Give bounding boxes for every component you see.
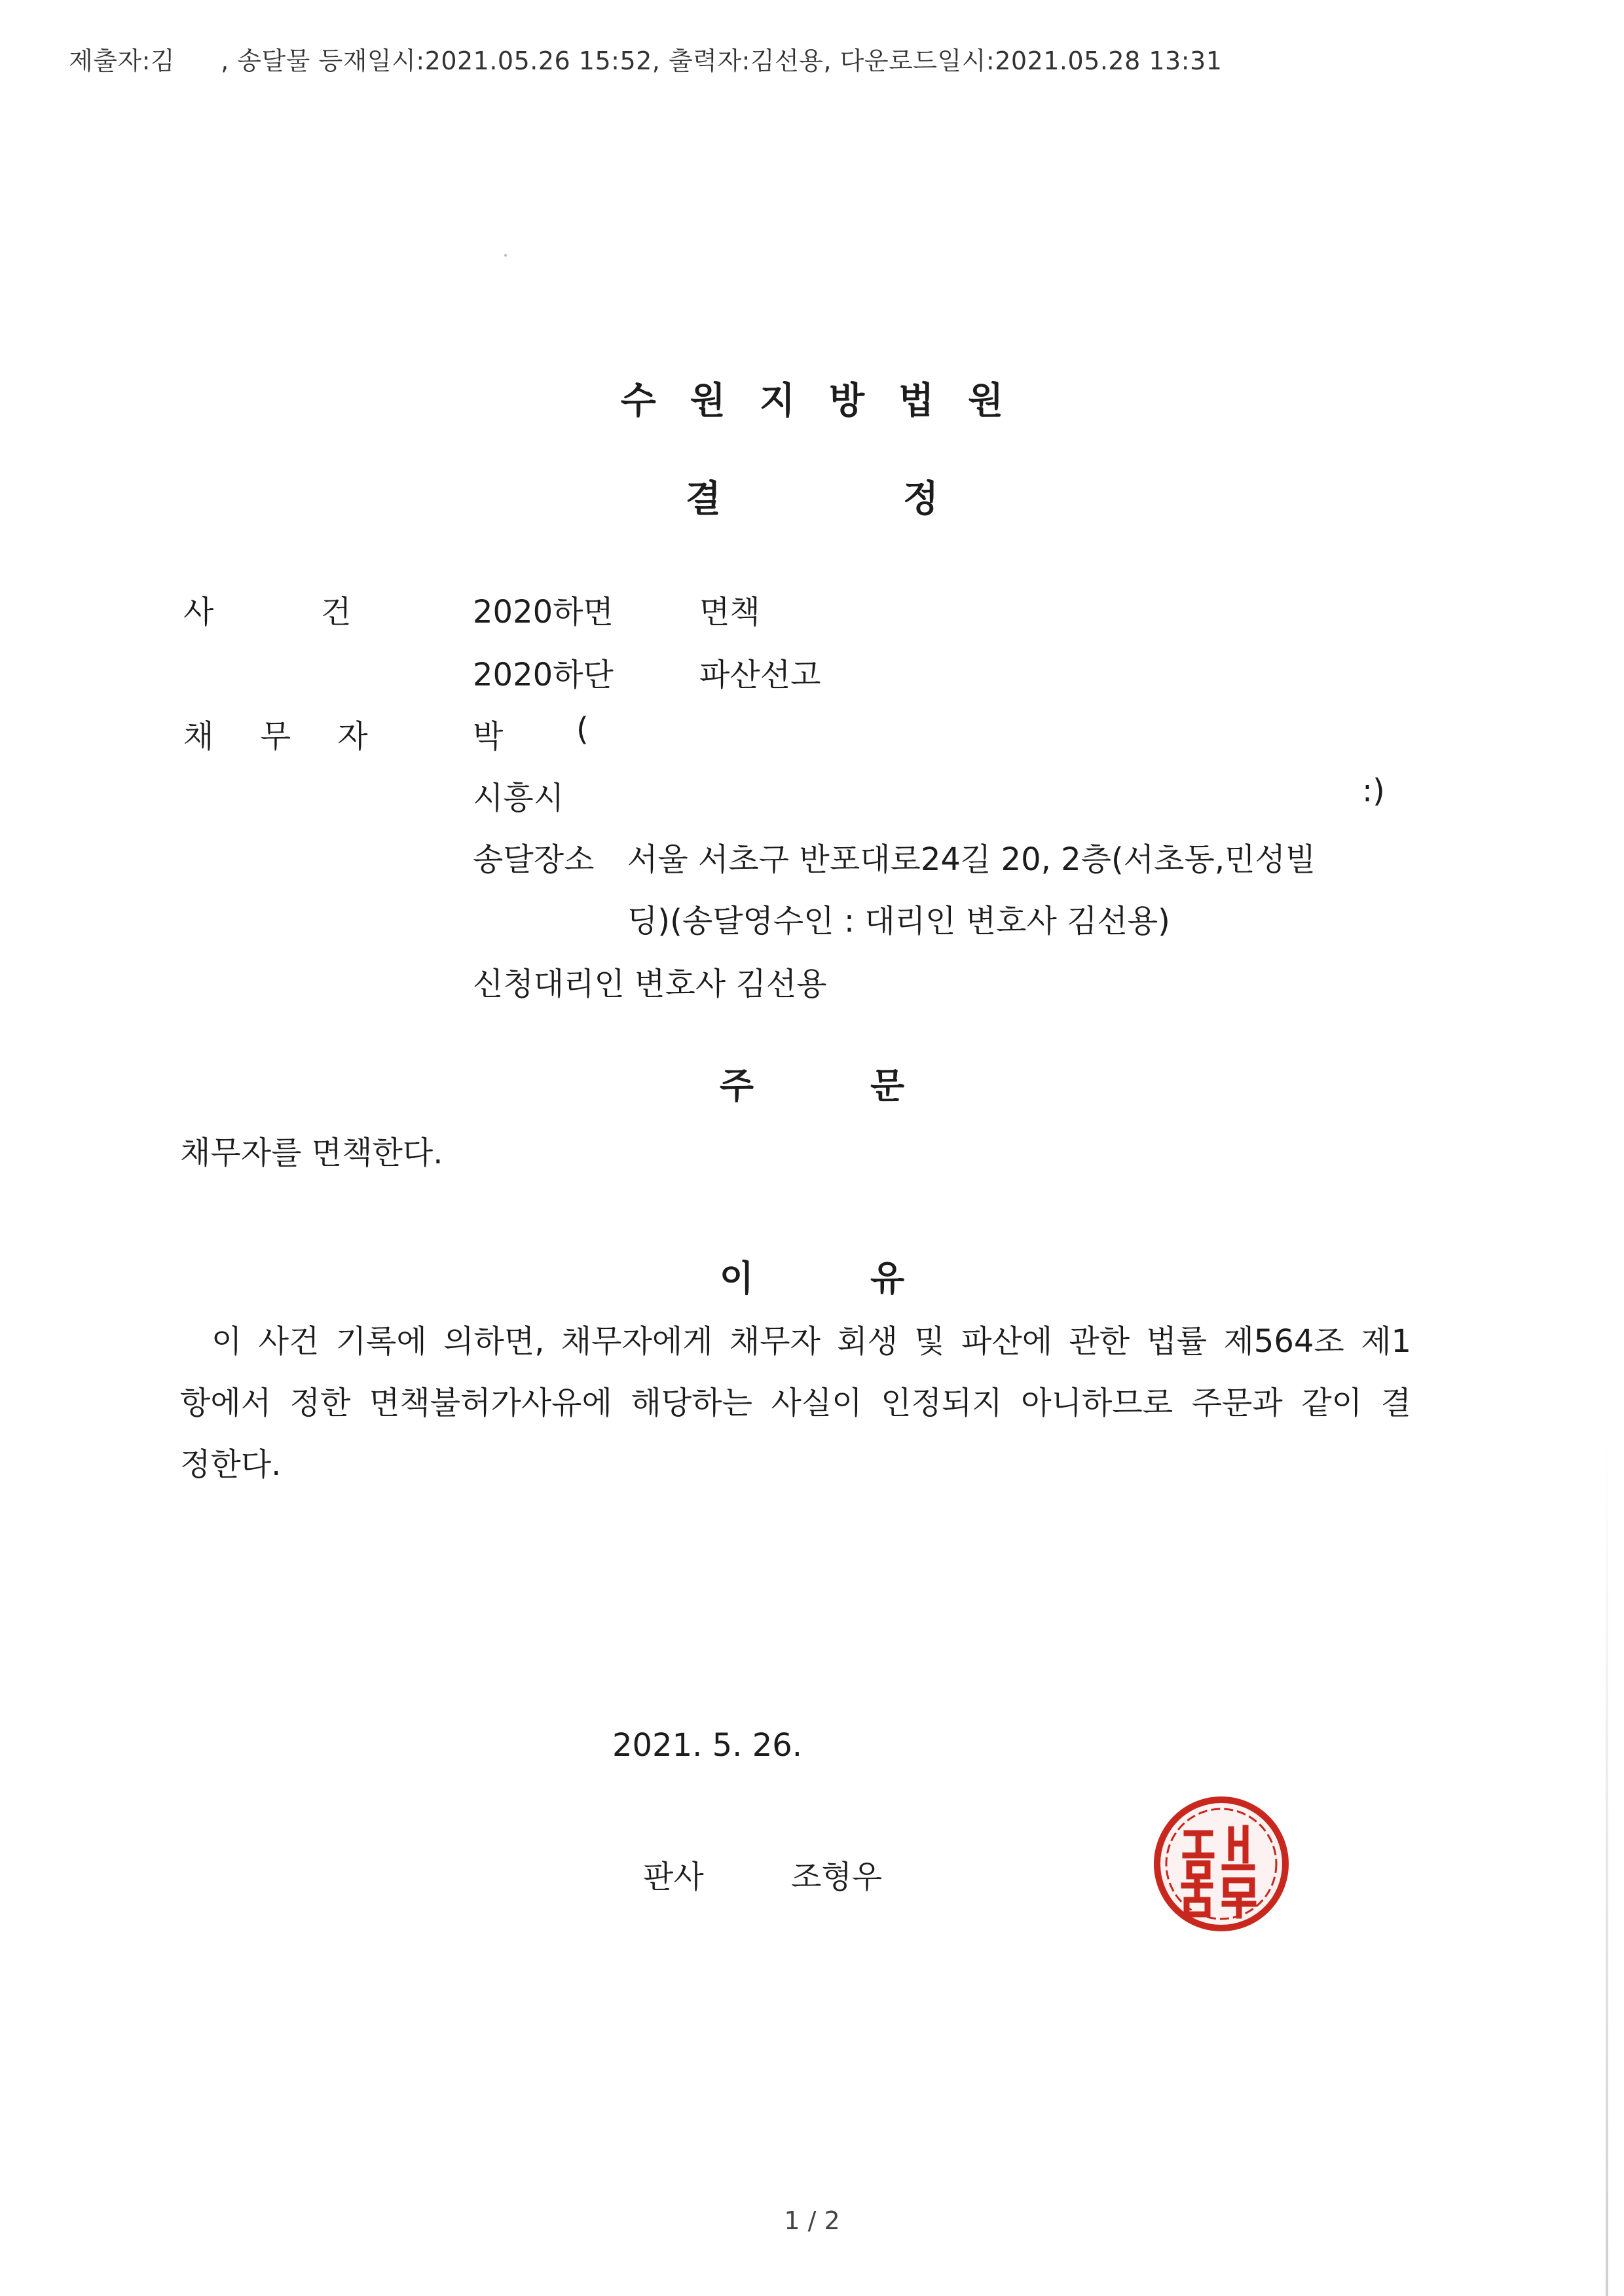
reason-title-left: 이	[719, 1258, 754, 1299]
order-title-right: 문	[870, 1065, 905, 1106]
debtor-name-paren: (	[576, 711, 589, 748]
applicant-agent: 신청대리인 변호사 김선용	[473, 966, 827, 1002]
decision-title-right: 정	[903, 478, 939, 520]
court-name: 수원지방법원	[620, 380, 1038, 422]
submitter-text: 제출자:김	[69, 46, 175, 75]
debtor-name: 박	[473, 718, 504, 755]
reason-heading	[0, 1250, 1624, 1301]
decision-title-left: 결	[685, 478, 721, 520]
redacted-mark	[175, 63, 221, 69]
order-heading	[0, 1058, 1624, 1108]
case-label-left: 사	[183, 594, 214, 630]
delivery-address-line2: 딩)(송달영수인 : 대리인 변호사 김선용)	[627, 903, 1170, 939]
page-number: 1 / 2	[784, 2206, 840, 2235]
reason-line-1: 이 사건 기록에 의하면, 채무자에게 채무자 회생 및 파산에 관한 법률 제564조 제1	[212, 1323, 1411, 1360]
debtor-address-tail: :)	[1362, 773, 1385, 809]
reason-title-right: 유	[870, 1258, 905, 1299]
case-label-right: 건	[321, 594, 352, 630]
order-text: 채무자를 면책한다.	[180, 1135, 443, 1171]
case-type-1: 면책	[699, 594, 760, 630]
reason-line-2: 항에서 정한 면책불허가사유에 해당하는 사실이 인정되지 아니하므로 주문과 같이 결	[180, 1385, 1411, 1421]
debtor-address: 시흥시	[473, 780, 564, 816]
scan-edge-shadow	[1606, 1440, 1608, 2296]
decision-heading	[0, 470, 1624, 522]
delivery-label: 송달장소	[473, 841, 595, 878]
judge-title: 판사	[643, 1859, 704, 1895]
debtor-label: 채 무 자	[183, 718, 386, 755]
download-header	[69, 41, 1222, 77]
delivery-address-line1: 서울 서초구 반포대로24길 20, 2층(서초동,민성빌	[627, 841, 1316, 878]
case-number-1: 2020하면	[473, 594, 614, 630]
order-title-left: 주	[719, 1065, 754, 1106]
judge-name: 조형우	[791, 1859, 883, 1895]
case-type-2: 파산선고	[699, 657, 821, 693]
scan-speck	[504, 254, 507, 257]
decision-date: 2021. 5. 26.	[612, 1727, 803, 1764]
reason-line-3: 정한다.	[180, 1446, 282, 1483]
reason-paragraph	[180, 1311, 1411, 1495]
header-details: , 송달물 등재일시:2021.05.26 15:52, 출력자:김선용, 다운로드일시:2021.05.28 13:31	[221, 46, 1223, 75]
court-seal-icon	[1153, 1795, 1290, 1933]
case-number-2: 2020하단	[473, 657, 614, 693]
